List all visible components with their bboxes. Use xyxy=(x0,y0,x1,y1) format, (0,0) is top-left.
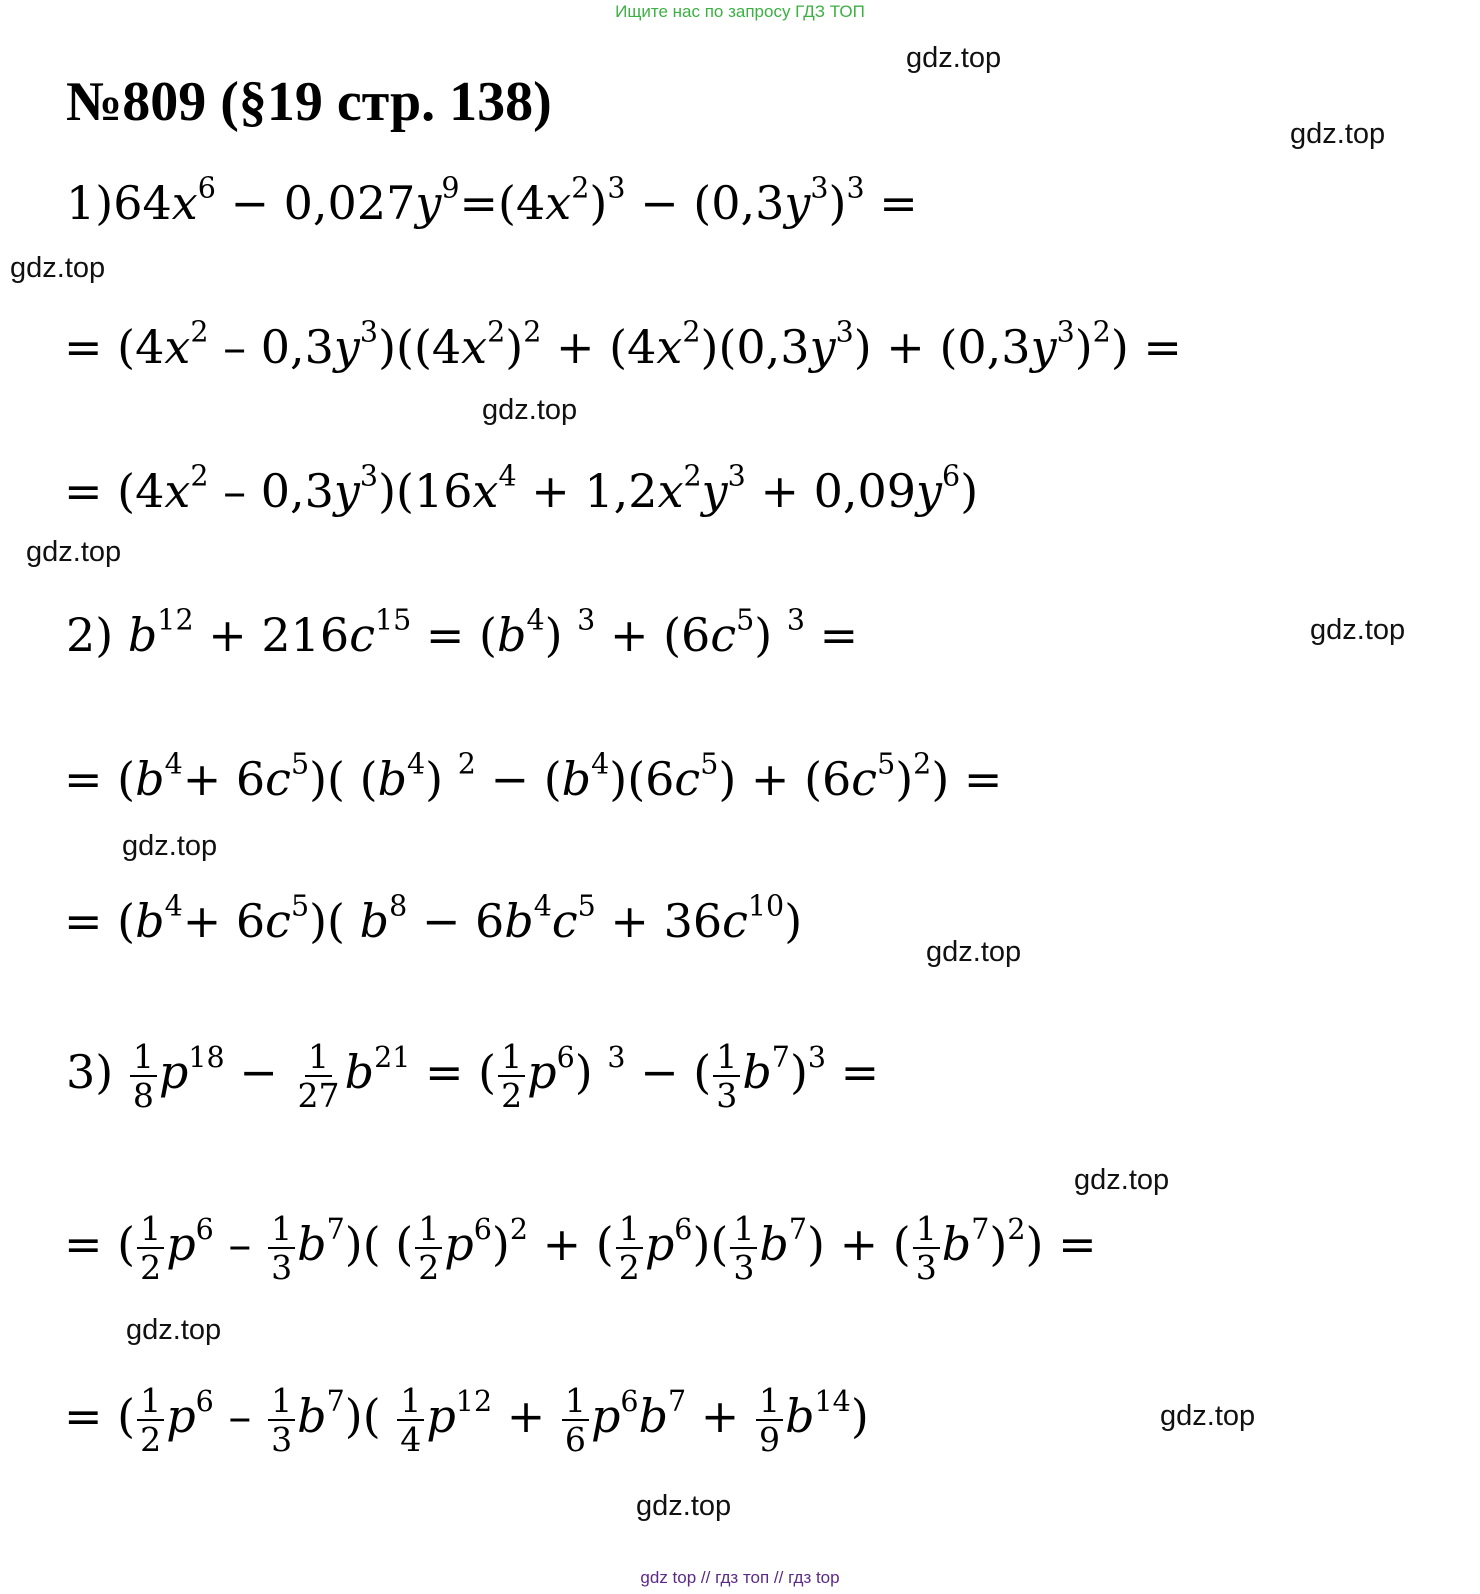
problem-2-line-1: 2) $b^{12} + 216c^{15} = (b^4) ^3 + (6c^5) ^3$ = xyxy=(66,603,859,662)
page-title: №809 (§19 стр. 138) xyxy=(66,71,552,133)
watermark: gdz.top xyxy=(926,936,1022,968)
problem-2-line-3: = $(b^4+ 6c^5)$( $b^8 - 6b^4c^5 + 36c^{10}$) xyxy=(64,889,803,948)
watermark: gdz.top xyxy=(636,1490,732,1522)
watermark: gdz.top xyxy=(1160,1400,1256,1432)
problem-1-number: 1) xyxy=(66,176,114,230)
footer-links: gdz top // гдз топ // гдз top xyxy=(640,1568,840,1587)
problem-2-line-2: = $(b^4+ 6c^5)$( $(b^4) ^2 - (b^4)(6c^5) + (6c^5)^2$) = xyxy=(64,747,1003,806)
problem-3-number: 3) xyxy=(66,1045,114,1100)
watermark: gdz.top xyxy=(10,252,106,284)
search-hint: Ищите нас по запросу ГДЗ ТОП xyxy=(615,2,865,21)
watermark: gdz.top xyxy=(906,42,1002,74)
problem-2-number: 2) xyxy=(66,608,114,662)
watermark: gdz.top xyxy=(1074,1164,1170,1196)
watermark: gdz.top xyxy=(122,830,218,862)
problem-1-line-1: $1)64x^6 - 0,027y^9=(4x^2)^3 - (0,3y^3)^3$ = xyxy=(66,171,918,230)
watermark: gdz.top xyxy=(26,536,122,568)
watermark: gdz.top xyxy=(1310,614,1406,646)
watermark: gdz.top xyxy=(1290,118,1386,150)
watermark: gdz.top xyxy=(126,1314,222,1346)
problem-3-line-2: = ( $\frac{1}{2}$ $p^6$ – $\frac{1}{3}$ $b^7$)( ( $\frac{1}{2}$ $p^6)^2$ + ( $\frac{1}{2}$ $p^6$)( $\frac{1}{3}$ $b^7$) + ( $\frac{1}{3}$ $b^7)^2$) = xyxy=(64,1209,1097,1288)
watermark: gdz.top xyxy=(482,394,578,426)
problem-1-line-2: = $(4x^2 - 0,3y^3)((4x^2)^2 + (4x^2)(0,3y^3) + (0,3y^3)^2)$ = xyxy=(64,315,1182,374)
problem-1-line-3: = $(4x^2 - 0,3y^3)(16x^4 + 1,2x^2y^3 + 0,09y^6)$ xyxy=(64,459,979,518)
problem-3-line-1: 3) $\frac{1}{8}$ $p^{18}$ − $\frac{1}{27}$ $b^{21}$ = ( $\frac{1}{2}$ $p^6$) $^3$ − ( $\frac{1}{3}$ $b^7)^3$ = xyxy=(66,1037,880,1116)
problem-3-line-3: = ( $\frac{1}{2}$ $p^6$ – $\frac{1}{3}$ $b^7$)( $\frac{1}{4}$ $p^{12}$ + $\frac{1}{6}$ $p^6b^7$ + $\frac{1}{9}$ $b^{14}$) xyxy=(64,1381,869,1460)
